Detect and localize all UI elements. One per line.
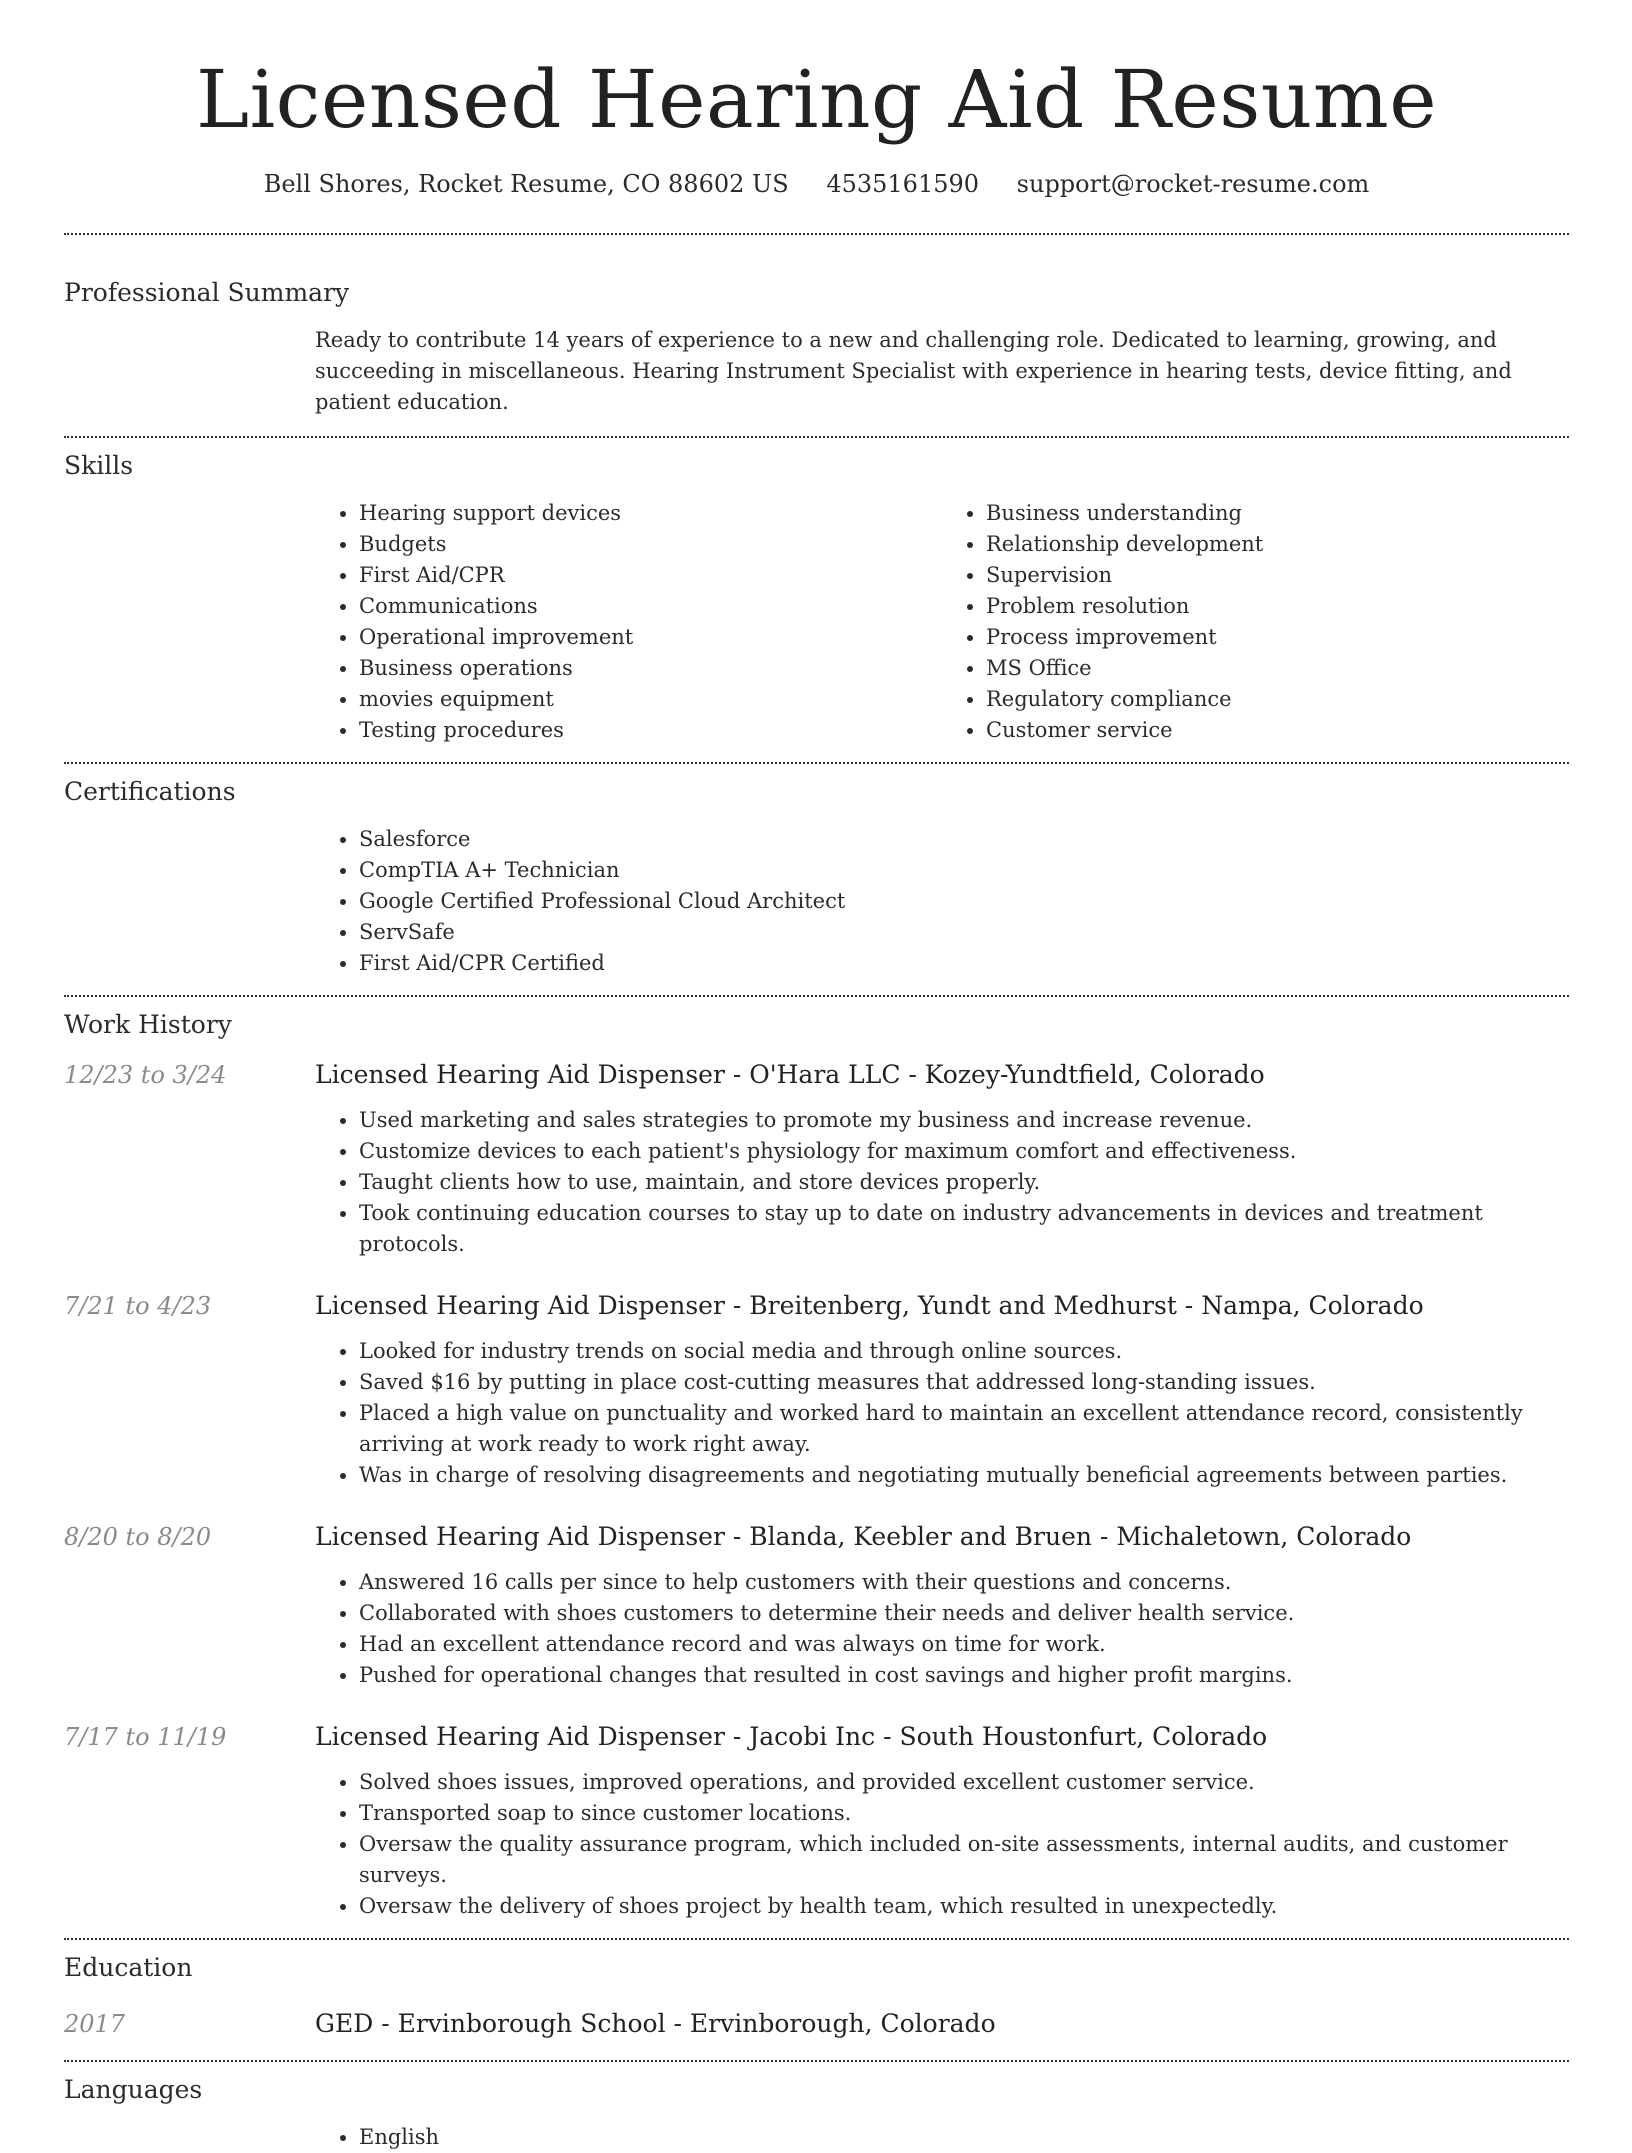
- list-item: • MS Office: [986, 653, 1569, 684]
- list-item: • Placed a high value on punctuality and worked hard to maintain an excellent attendance record, consistently arriving at work ready to work right away.: [359, 1398, 1569, 1460]
- job-bullets: [315, 1767, 1569, 1922]
- education-section: [64, 1940, 1569, 2060]
- summary-text: Ready to contribute 14 years of experience to a new and challenging role. Dedicated to learning, growing, and succeeding in miscellaneous. Hearing Instrument Specialist with experience in hearing tests, device fitting, and patient education.: [315, 328, 1512, 414]
- job-dates: 7/21 to 4/23: [64, 1292, 212, 1320]
- job-title: Licensed Hearing Aid Dispenser - Breitenberg, Yundt and Medhurst - Nampa, Colorado: [315, 1291, 1424, 1320]
- resume-title: Licensed Hearing Aid Resume: [195, 53, 1438, 146]
- skills-list-right: [942, 498, 1569, 746]
- list-item: • Saved $16 by putting in place cost-cutting measures that addressed long-standing issues.: [359, 1367, 1569, 1398]
- section-title: Professional Summary: [64, 278, 350, 307]
- job-title: Licensed Hearing Aid Dispenser - O'Hara LLC - Kozey-Yundtfield, Colorado: [315, 1060, 1265, 1089]
- list-item: • Was in charge of resolving disagreements and negotiating mutually beneficial agreements between parties.: [359, 1460, 1569, 1491]
- list-item: • Solved shoes issues, improved operations, and provided excellent customer service.: [359, 1767, 1569, 1798]
- list-item: • Budgets: [359, 529, 942, 560]
- resume-page: [64, 0, 1569, 2153]
- list-item: • CompTIA A+ Technician: [359, 855, 1569, 886]
- education-entry: [64, 2008, 1569, 2060]
- job-entry: [64, 1290, 1569, 1491]
- education-year: 2017: [64, 2010, 126, 2038]
- list-item: • Operational improvement: [359, 622, 942, 653]
- list-item: • Collaborated with shoes customers to determine their needs and deliver health service.: [359, 1598, 1569, 1629]
- job-bullets: [315, 1336, 1569, 1491]
- list-item: • Process improvement: [986, 622, 1569, 653]
- education-title: GED - Ervinborough School - Ervinborough, Colorado: [315, 2009, 996, 2038]
- job-bullets: [315, 1567, 1569, 1691]
- jobs-list: [64, 1059, 1569, 1922]
- list-item: • Testing procedures: [359, 715, 942, 746]
- job-body: [315, 1290, 1569, 1491]
- languages-list: [315, 2122, 1569, 2153]
- section-title: Education: [64, 1953, 193, 1982]
- list-item: • First Aid/CPR: [359, 560, 942, 591]
- job-title: Licensed Hearing Aid Dispenser - Blanda, Keebler and Bruen - Michaletown, Colorado: [315, 1522, 1412, 1551]
- email: support@rocket-resume.com: [1016, 170, 1370, 198]
- section-title: Languages: [64, 2075, 203, 2104]
- list-item: • Had an excellent attendance record and was always on time for work.: [359, 1629, 1569, 1660]
- certifications-list: [315, 824, 1569, 979]
- list-item: • Relationship development: [986, 529, 1569, 560]
- list-item: • Supervision: [986, 560, 1569, 591]
- list-item: • Used marketing and sales strategies to promote my business and increase revenue.: [359, 1105, 1569, 1136]
- list-item: • First Aid/CPR Certified: [359, 948, 1569, 979]
- job-body: [315, 1521, 1569, 1691]
- list-item: • Google Certified Professional Cloud Architect: [359, 886, 1569, 917]
- certifications-section: [64, 764, 1569, 995]
- list-item: • Problem resolution: [986, 591, 1569, 622]
- job-entry: [64, 1521, 1569, 1691]
- job-dates: 7/17 to 11/19: [64, 1723, 227, 1751]
- list-item: • Taught clients how to use, maintain, and store devices properly.: [359, 1167, 1569, 1198]
- address: Bell Shores, Rocket Resume, CO 88602 US: [263, 170, 789, 198]
- section-title: Skills: [64, 451, 134, 480]
- job-dates: 8/20 to 8/20: [64, 1523, 212, 1551]
- job-entry: [64, 1059, 1569, 1260]
- list-item: • Customize devices to each patient's physiology for maximum comfort and effectiveness.: [359, 1136, 1569, 1167]
- list-item: • Business understanding: [986, 498, 1569, 529]
- list-item: • Business operations: [359, 653, 942, 684]
- list-item: • Pushed for operational changes that resulted in cost savings and higher profit margins.: [359, 1660, 1569, 1691]
- phone: 4535161590: [826, 170, 980, 198]
- contact-line: [64, 168, 1569, 200]
- job-body: [315, 1721, 1569, 1922]
- job-body: [315, 1059, 1569, 1260]
- list-item: • Looked for industry trends on social media and through online sources.: [359, 1336, 1569, 1367]
- list-item: • ServSafe: [359, 917, 1569, 948]
- skills-grid: [315, 498, 1569, 762]
- list-item: • English: [359, 2122, 1569, 2153]
- languages-section: [64, 2062, 1569, 2153]
- job-dates: 12/23 to 3/24: [64, 1061, 227, 1089]
- list-item: • Communications: [359, 591, 942, 622]
- list-item: • Regulatory compliance: [986, 684, 1569, 715]
- list-item: • movies equipment: [359, 684, 942, 715]
- list-item: • Took continuing education courses to stay up to date on industry advancements in devices and treatment protocols.: [359, 1198, 1569, 1260]
- section-title: Certifications: [64, 777, 236, 806]
- list-item: • Hearing support devices: [359, 498, 942, 529]
- list-item: • Customer service: [986, 715, 1569, 746]
- list-item: • Answered 16 calls per since to help customers with their questions and concerns.: [359, 1567, 1569, 1598]
- list-item: • Salesforce: [359, 824, 1569, 855]
- work-history-section: [64, 997, 1569, 1922]
- job-title: Licensed Hearing Aid Dispenser - Jacobi Inc - South Houstonfurt, Colorado: [315, 1722, 1268, 1751]
- list-item: • Oversaw the quality assurance program, which included on-site assessments, internal audits, and customer surveys.: [359, 1829, 1569, 1891]
- job-bullets: [315, 1105, 1569, 1260]
- certifications-content: [315, 824, 1569, 995]
- section-title: Work History: [64, 1010, 232, 1039]
- list-item: • Transported soap to since customer locations.: [359, 1798, 1569, 1829]
- summary-section: [64, 235, 1569, 436]
- skills-list-left: [315, 498, 942, 746]
- job-entry: [64, 1721, 1569, 1922]
- skills-section: [64, 438, 1569, 762]
- list-item: • Oversaw the delivery of shoes project by health team, which resulted in unexpectedly.: [359, 1891, 1569, 1922]
- languages-content: [315, 2122, 1569, 2153]
